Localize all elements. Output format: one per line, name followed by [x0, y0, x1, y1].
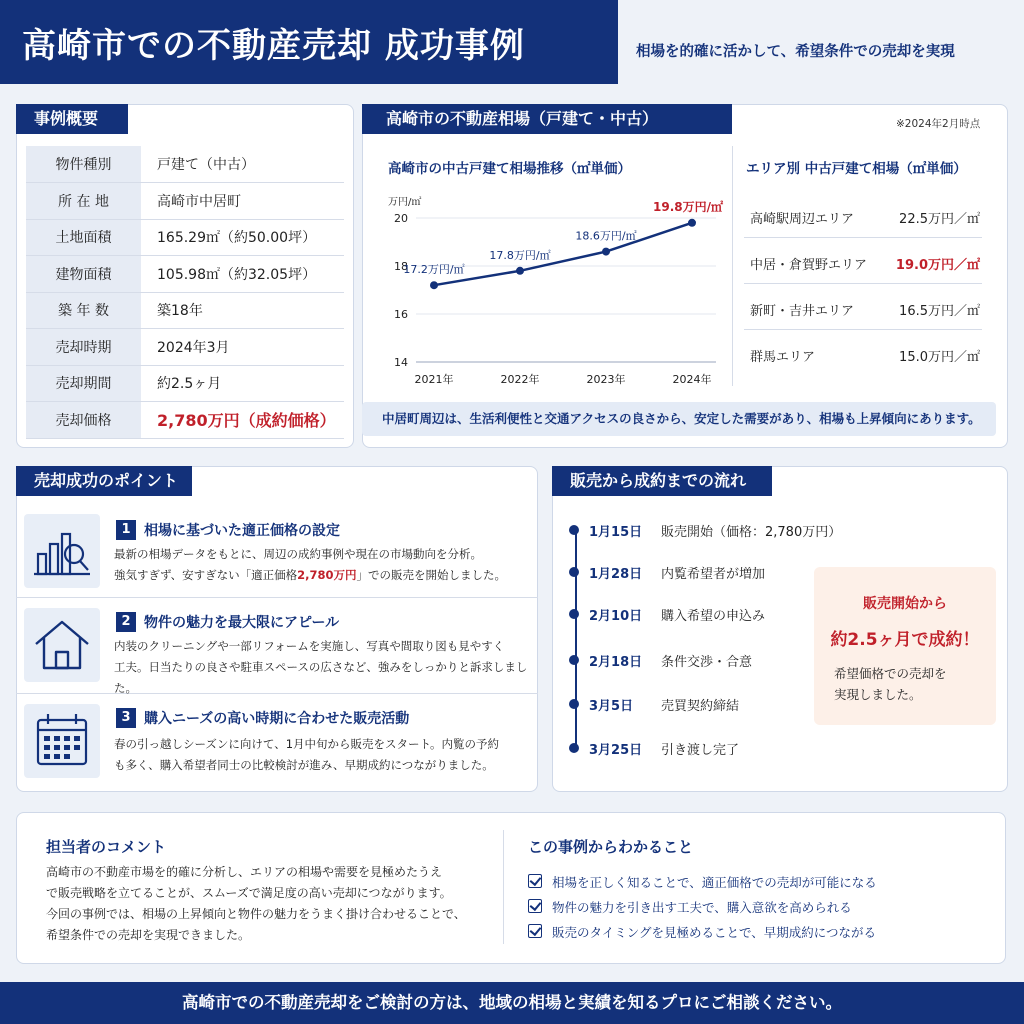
row-value: 約2.5ヶ月: [141, 365, 344, 402]
data-point: [602, 248, 610, 256]
x-tick-label: 2021年: [414, 373, 454, 386]
timeline-text: 条件交渉・合意: [661, 655, 753, 670]
x-tick-label: 2022年: [500, 373, 540, 386]
timeline-dot: [569, 655, 579, 665]
timeline-line: [575, 528, 577, 750]
data-label: 18.6万円/㎡: [575, 229, 637, 243]
point-number: 1: [116, 520, 136, 540]
case-overview-table: [26, 146, 344, 439]
timeline-dot: [569, 525, 579, 535]
row-key: 物件種別: [26, 146, 141, 183]
table-row: [26, 329, 344, 366]
row-value: 2024年3月: [141, 329, 344, 366]
lesson-text: 物件の魅力を引き出す工夫で、購入意欲を高められる: [552, 900, 852, 915]
point-title: 購入ニーズの高い時期に合わせた販売活動: [144, 711, 410, 727]
point-number: 3: [116, 708, 136, 728]
calendar-icon: [24, 704, 100, 778]
area-price: 22.5万円／㎡: [899, 212, 980, 227]
point-text: 」での販売を開始しました。: [356, 568, 506, 582]
table-row: [26, 402, 344, 439]
timeline-dot: [569, 743, 579, 753]
comment-line: 高崎市の不動産市場を的確に分析し、エリアの相場や需要を見極めたうえ: [46, 865, 443, 879]
divider: [732, 146, 733, 386]
callout-body: [834, 663, 984, 705]
point-line: 最新の相場データをもとに、周辺の成約事例や現在の市場動向を分析。: [114, 547, 482, 561]
timeline-date: 2月10日: [589, 609, 643, 624]
data-label: 19.8万円/㎡: [653, 199, 723, 214]
area-name: 高崎駅周辺エリア: [750, 212, 855, 227]
area-row: [744, 192, 982, 238]
date-note: ※2024年2月時点: [896, 118, 981, 130]
callout-text: 希望価格での売却を: [834, 666, 947, 681]
house-icon: [24, 608, 100, 682]
result-callout: [814, 567, 996, 725]
point-body: [114, 734, 546, 776]
comment-body: [46, 862, 486, 946]
timeline-text: 売買契約締結: [661, 699, 740, 714]
timeline-dot: [569, 609, 579, 619]
data-point: [688, 219, 696, 227]
row-value: 戸建て（中古）: [141, 146, 344, 183]
table-row: [26, 146, 344, 183]
row-key: 建物面積: [26, 256, 141, 293]
checkbox-icon: [528, 924, 542, 938]
timeline-date: 1月15日: [589, 525, 643, 540]
divider: [503, 830, 504, 944]
lessons-title: この事例からわかること: [528, 838, 694, 856]
row-key: 売却期間: [26, 365, 141, 402]
row-key: 売却時期: [26, 329, 141, 366]
comment-line: 希望条件での売却を実現できました。: [46, 928, 251, 942]
point-line: も多く、購入希望者同士の比較検討が進み、早期成約につながりました。: [114, 758, 494, 772]
y-tick-label: 20: [394, 212, 408, 225]
row-value: 165.29㎡（約50.00坪）: [141, 219, 344, 256]
comment-line: 今回の事例では、相場の上昇傾向と物件の魅力をうまく掛け合わせることで、: [46, 907, 466, 921]
table-row: [26, 183, 344, 220]
y-axis-label: 万円/㎡: [388, 197, 422, 208]
row-value: 築18年: [141, 292, 344, 329]
point-item: [16, 694, 538, 792]
point-title: 相場に基づいた適正価格の設定: [144, 523, 340, 539]
area-name: 群馬エリア: [750, 350, 816, 365]
y-tick-label: 18: [394, 260, 408, 273]
row-key: 所 在 地: [26, 183, 141, 220]
lesson-text: 販売のタイミングを見極めることで、早期成約につながる: [552, 925, 877, 940]
point-line: 春の引っ越しシーズンに向けて、1月中旬から販売をスタート。内覧の予約: [114, 737, 499, 751]
table-row: [26, 292, 344, 329]
timeline-date: 3月25日: [589, 743, 643, 758]
page-title: 高崎市での不動産売却 成功事例: [22, 26, 525, 66]
x-tick-label: 2024年: [672, 373, 712, 386]
table-row: [26, 365, 344, 402]
checkbox-icon: [528, 874, 542, 888]
callout-line: 販売開始から: [863, 596, 947, 612]
y-tick-label: 16: [394, 308, 408, 321]
comment-title: 担当者のコメント: [46, 838, 167, 856]
timeline-text: 引き渡し完了: [661, 743, 740, 758]
point-line: 内装のクリーニングや一部リフォームを実施し、写真や間取り図も見やすく: [114, 639, 505, 653]
area-row: [744, 284, 982, 330]
market-note: 中居町周辺は、生活利便性と交通アクセスの良さから、安定した需要があり、相場も上昇傾向にあります。: [362, 402, 996, 436]
market-tab: 高崎市の不動産相場（戸建て・中古）: [362, 104, 732, 134]
point-title: 物件の魅力を最大限にアピール: [144, 615, 340, 631]
x-tick-label: 2023年: [586, 373, 626, 386]
area-price: 19.0万円／㎡: [895, 258, 980, 273]
data-label: 17.2万円/㎡: [403, 263, 465, 277]
chart-search-icon: [24, 514, 100, 588]
area-price: 16.5万円／㎡: [899, 304, 980, 319]
timeline-date: 2月18日: [589, 655, 643, 670]
point-item: [16, 598, 538, 694]
point-text: 強気すぎず、安すぎない「適正価格: [114, 568, 298, 582]
case-overview-tab: 事例概要: [16, 104, 128, 134]
page-subtitle: 相場を的確に活かして、希望条件での売却を実現: [636, 44, 955, 60]
point-item: [16, 502, 538, 598]
y-tick-label: 14: [394, 356, 408, 369]
timeline-text: 内覧希望者が増加: [661, 567, 766, 582]
footer-banner: 高崎市での不動産売却をご検討の方は、地域の相場と実績を知るプロにご相談ください。: [0, 982, 1024, 1024]
chart-title: 高崎市の中古戸建て相場推移（㎡単価）: [388, 161, 631, 177]
row-key: 築 年 数: [26, 292, 141, 329]
point-line: 工夫。日当たりの良さや駐車スペースの広さなど、強みをしっかりと訴求しました。: [114, 660, 528, 695]
point-body: [114, 636, 546, 699]
area-price: 15.0万円／㎡: [899, 350, 980, 365]
sale-price-value: 2,780万円（成約価格）: [141, 402, 344, 439]
timeline-dot: [569, 699, 579, 709]
area-row: [744, 330, 982, 376]
comment-line: で販売戦略を立てることが、スムーズで満足度の高い売却につながります。: [46, 886, 452, 900]
row-key: 売却価格: [26, 402, 141, 439]
highlight-price: 2,780万円: [297, 568, 357, 582]
area-price-title: エリア別 中古戸建て相場（㎡単価）: [746, 161, 967, 177]
sales-flow-tab: 販売から成約までの流れ: [552, 466, 772, 496]
table-row: [26, 219, 344, 256]
data-point: [430, 281, 438, 289]
area-row: [744, 238, 982, 284]
point-line: [114, 565, 546, 586]
lesson-text: 相場を正しく知ることで、適正価格での売却が可能になる: [552, 875, 877, 890]
row-key: 土地面積: [26, 219, 141, 256]
timeline-date: 1月28日: [589, 567, 643, 582]
row-value: 高崎市中居町: [141, 183, 344, 220]
row-value: 105.98㎡（約32.05坪）: [141, 256, 344, 293]
timeline-date: 3月5日: [589, 699, 634, 714]
area-name: 中居・倉賀野エリア: [750, 258, 868, 273]
point-body: [114, 544, 546, 586]
price-trend-chart: [376, 186, 728, 392]
timeline-text: 販売開始（価格：2,780万円）: [661, 525, 842, 540]
timeline-dot: [569, 567, 579, 577]
data-point: [516, 267, 524, 275]
checkbox-icon: [528, 899, 542, 913]
table-row: [26, 256, 344, 293]
callout-headline: 約2.5ヶ月で成約！: [830, 630, 980, 650]
data-label: 17.8万円/㎡: [489, 248, 551, 262]
success-points-tab: 売却成功のポイント: [16, 466, 192, 496]
series-line: [434, 223, 692, 285]
callout-text: 実現しました。: [834, 687, 922, 702]
point-number: 2: [116, 612, 136, 632]
area-name: 新町・吉井エリア: [750, 304, 855, 319]
timeline-text: 購入希望の申込み: [661, 609, 766, 624]
